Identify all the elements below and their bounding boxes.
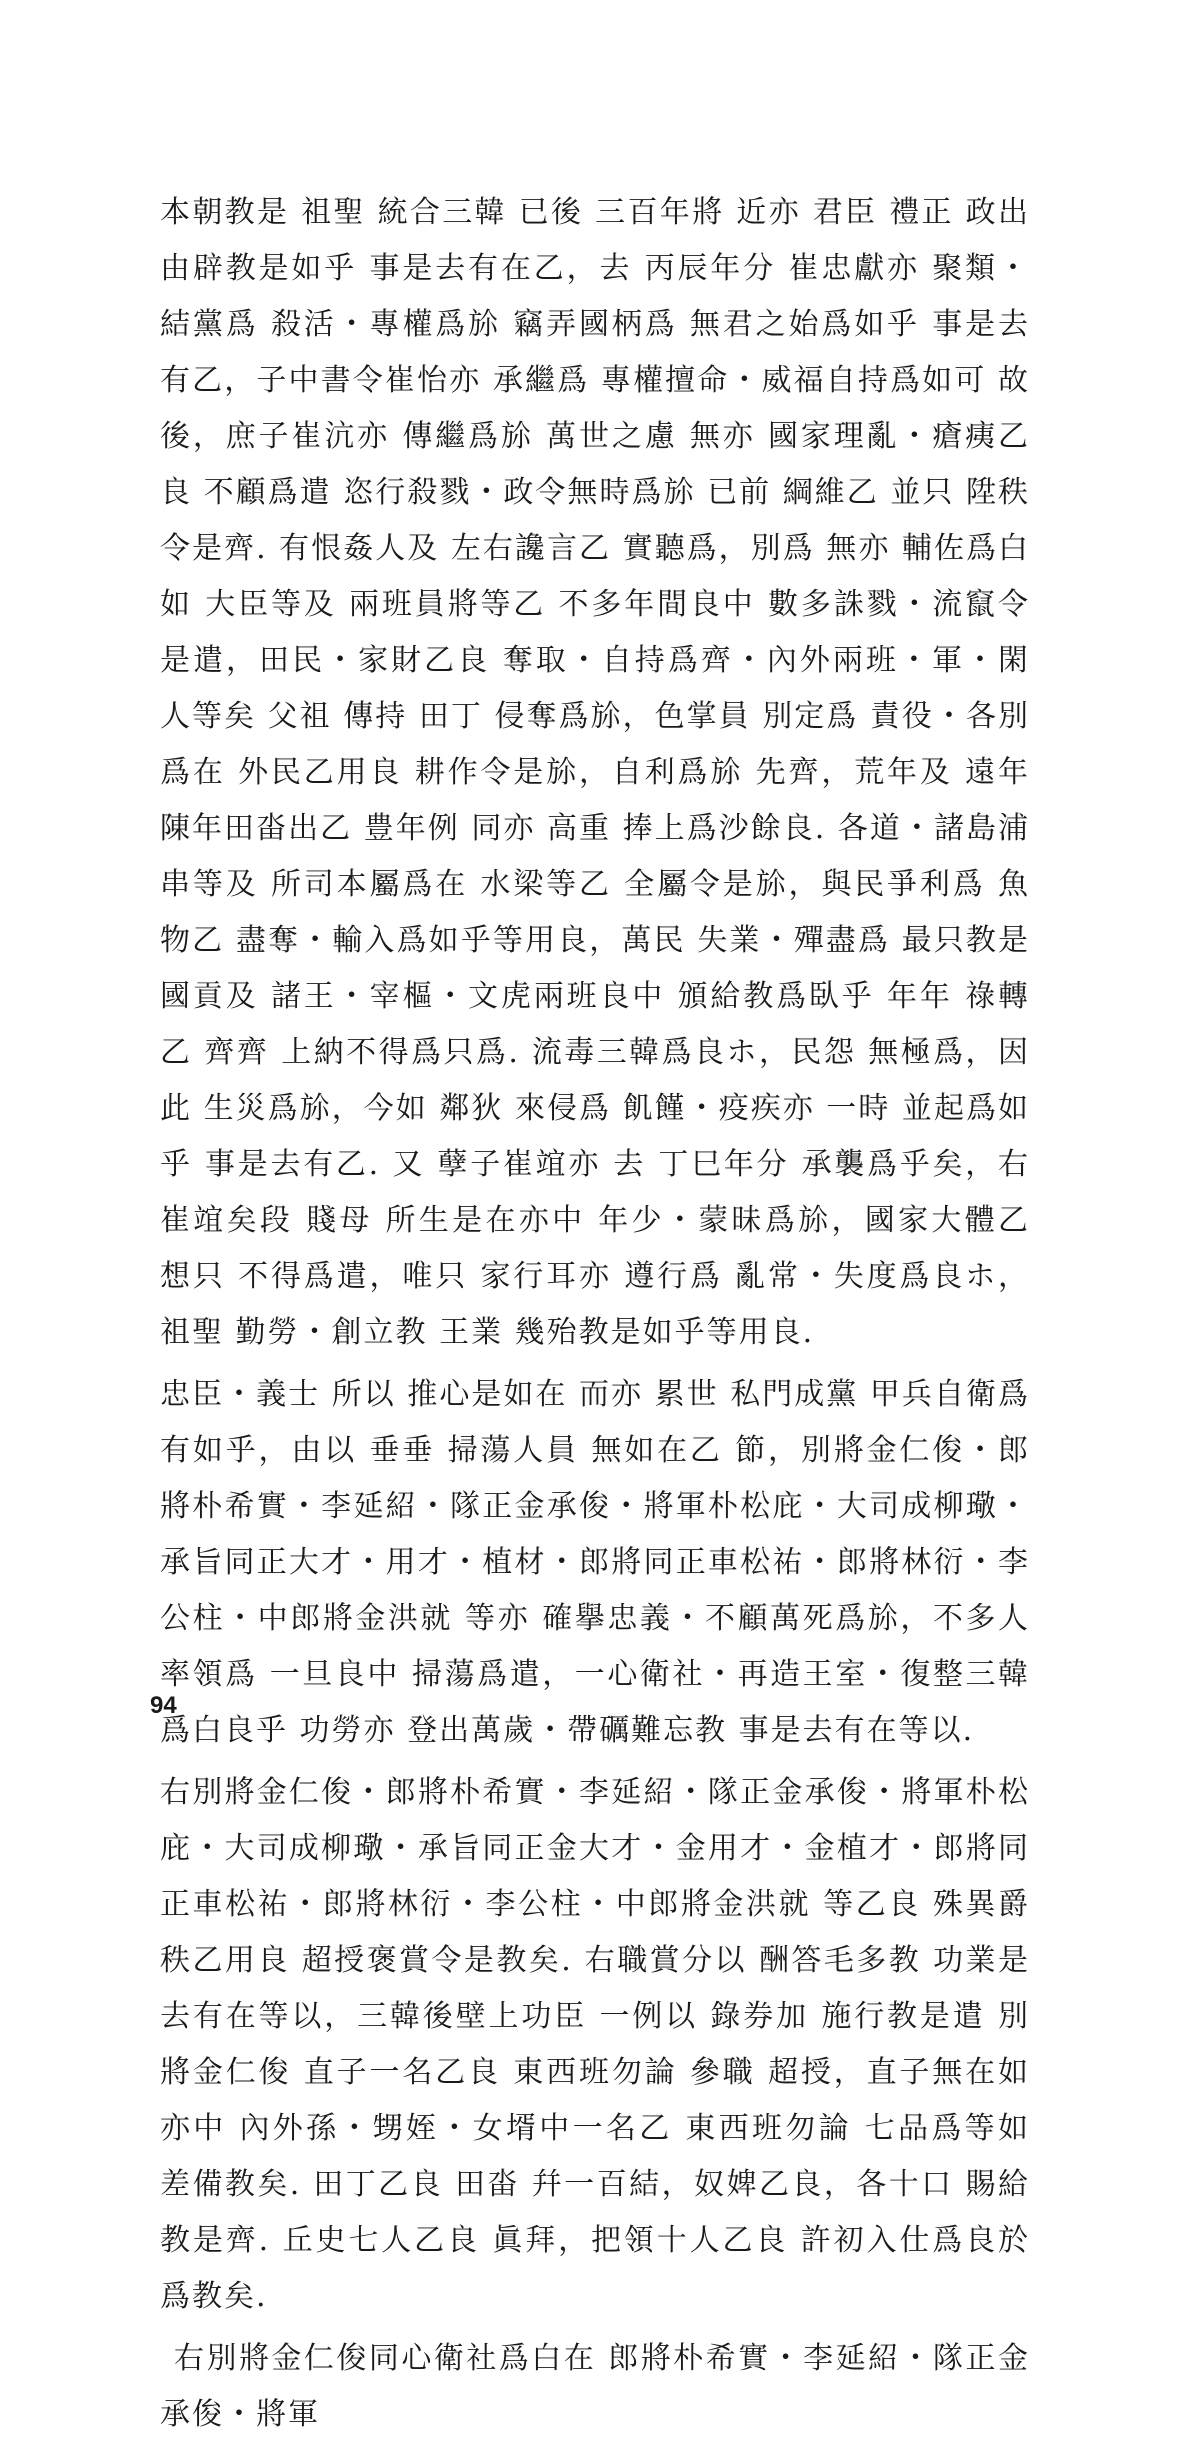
page-number: 94: [150, 1692, 177, 1719]
paragraph-4: 右別將金仁俊同心衛社爲白在 郎將朴希實・李延紹・隊正金承俊・將軍: [160, 2341, 1030, 2432]
paragraph-3: 右別將金仁俊・郎將朴希實・李延紹・隊正金承俊・將軍朴松庇・大司成柳璥・承旨同正金大才・金用才・金植才・郎將同正車松祐・郎將林衍・李公柱・中郎將金洪就 等乙良 殊異爵秩乙用良 超授褒賞令是教矣. 右職賞分以 酬答毛多教 功業是去有在等以，三韓後壁上功臣 一例以 錄券加 施行教是遣 別將金仁俊 直子一名乙良 東西班勿論 參職 超授，直子無在如亦中 內外孫・甥姪・女壻中一名乙 東西班勿論 七品爲等如 差備教矣. 田丁乙良 田畓 幷一百結，奴婢乙良，各十口 賜給教是齊. 丘史七人乙良 眞拜，把領十人乙良 許初入仕爲良於爲教矣.: [160, 1775, 1030, 2314]
paragraph-1: 本朝教是 祖聖 統合三韓 已後 三百年將 近亦 君臣 禮正 政出由辟教是如乎 事是去有在乙，去 丙辰年分 崔忠獻亦 聚類・結黨爲 殺活・專權爲㫆 竊弄國柄爲 無君之始爲如乎 事是去有乙，子中書令崔怡亦 承繼爲 專權擅命・威福自持爲如可 故後，庶子崔沆亦 傳繼爲㫆 萬世之慮 無亦 國家理亂・瘡痍乙良 不顧爲遣 恣行殺戮・政令無時爲㫆 已前 綱維乙 並只 陞秩令是齊. 有恨姦人及 左右讒言乙 實聽爲，別爲 無亦 輔佐爲白如 大臣等及 兩班員將等乙 不多年間良中 數多誅戮・流竄令是遣，田民・家財乙良 奪取・自持爲齊・內外兩班・軍・閑人等矣 父祖 傳持 田丁 侵奪爲㫆，色掌員 別定爲 責役・各別爲在 外民乙用良 耕作令是㫆，自利爲㫆 先齊，荒年及 遠年 陳年田畓出乙 豊年例 同亦 高重 捧上爲沙餘良. 各道・諸島浦串等及 所司本屬爲在 水梁等乙 全屬令是㫆，與民爭利爲 魚物乙 盡奪・輸入爲如乎等用良，萬民 失業・殫盡爲 最只教是 國貢及 諸王・宰樞・文虎兩班良中 頒給教爲臥乎 年年 祿轉乙 齊齊 上納不得爲只爲. 流毒三韓爲良ホ，民怨 無極爲，因此 生災爲㫆，今如 鄰狄 來侵爲 飢饉・疫疾亦 一時 並起爲如乎 事是去有乙. 又 孽子崔竩亦 去 丁巳年分 承襲爲乎矣，右崔竩矣段 賤母 所生是在亦中 年少・蒙昧爲㫆，國家大體乙 想只 不得爲遣，唯只 家行耳亦 遵行爲 亂常・失度爲良ホ，祖聖 勤勞・創立教 王業 幾殆教是如乎等用良.: [160, 195, 1030, 1350]
paragraph-2: 忠臣・義士 所以 推心是如在 而亦 累世 私門成黨 甲兵自衛爲有如乎，由以 垂垂 掃蕩人員 無如在乙 節，別將金仁俊・郎將朴希實・李延紹・隊正金承俊・將軍朴松庇・大司成柳璥・承旨同正大才・用才・植材・郎將同正車松祐・郎將林衍・李公柱・中郎將金洪就 等亦 確擧忠義・不顧萬死爲㫆，不多人 率領爲 一旦良中 掃蕩爲遣，一心衛社・再造王室・復整三韓爲白良乎 功勞亦 登出萬歲・帶礪難忘教 事是去有在等以.: [160, 1377, 1030, 1748]
